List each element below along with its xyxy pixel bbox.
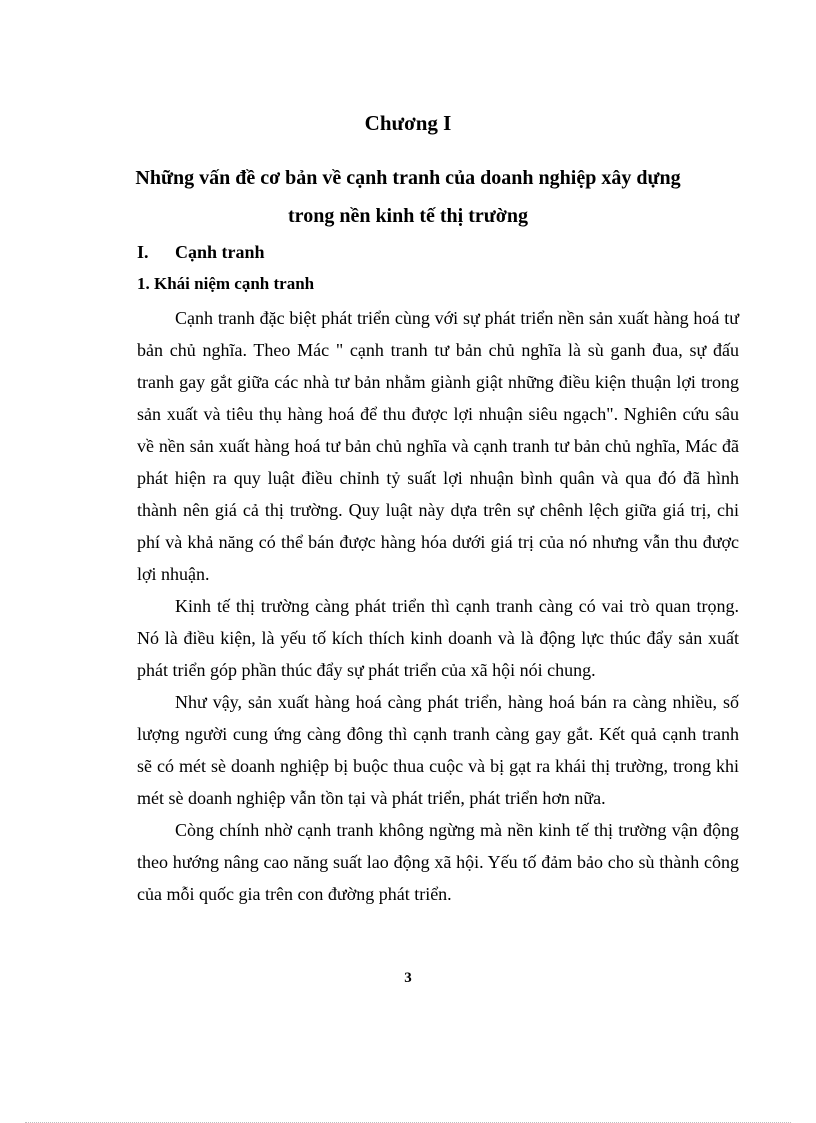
section-number: I. (137, 242, 149, 262)
paragraph: Kinh tế thị trường càng phát triển thì cạnh tranh càng có vai trò quan trọng. Nó là điều kiện, là yếu tố kích thích kinh doanh và là động lực thúc đẩy sản xuất phát triển góp phần thúc đẩy sự phát triển của xã hội nói chung. (137, 596, 739, 680)
section-title: Cạnh tranh (175, 242, 265, 262)
paragraph: Còng chính nhờ cạnh tranh không ngừng mà nền kinh tế thị trường vận động theo hướng nâng cao năng suất lao động xã hội. Yếu tố đảm bảo cho sù thành công của mỗi quốc gia trên con đường phát triển. (137, 820, 739, 904)
body-text (137, 302, 739, 910)
chapter-heading: Chương I (364, 111, 452, 135)
page-number: 3 (404, 970, 412, 986)
section-heading (137, 239, 265, 265)
paragraph: Cạnh tranh đặc biệt phát triển cùng với sự phát triển nền sản xuất hàng hoá tư bản chủ nghĩa. Theo Mác " cạnh tranh tư bản chủ nghĩa là sù ganh đua, sự đấu tranh gay gắt giữa các nhà tư bản nhằm giành giật những điều kiện thuận lợi trong sản xuất và tiêu thụ hàng hoá để thu được lợi nhuận siêu ngạch". Nghiên cứu sâu về nền sản xuất hàng hoá tư bản chủ nghĩa và cạnh tranh tư bản chủ nghĩa, Mác đã phát hiện ra quy luật điều chỉnh tỷ suất lợi nhuận bình quân và qua đó đã hình thành nên giá cả thị trường. Quy luật này dựa trên sự chênh lệch giữa giá trị, chi phí và khả năng có thể bán được hàng hóa dưới giá trị của nó nhưng vẫn thu được lợi nhuận. (137, 308, 739, 584)
subsection-heading: 1. Khái niệm cạnh tranh (137, 274, 315, 293)
chapter-title: Những vấn đề cơ bản về cạnh tranh của doanh nghiệp xây dựng trong nền kinh tế thị trường (135, 167, 681, 227)
paragraph: Như vậy, sản xuất hàng hoá càng phát triển, hàng hoá bán ra càng nhiều, số lượng người cung ứng càng đông thì cạnh tranh càng gay gắt. Kết quả cạnh tranh sẽ có mét sè doanh nghiệp bị buộc thua cuộc và bị gạt ra khái thị trường, trong khi mét sè doanh nghiệp vẫn tồn tại và phát triển, phát triển hơn nữa. (137, 692, 739, 808)
